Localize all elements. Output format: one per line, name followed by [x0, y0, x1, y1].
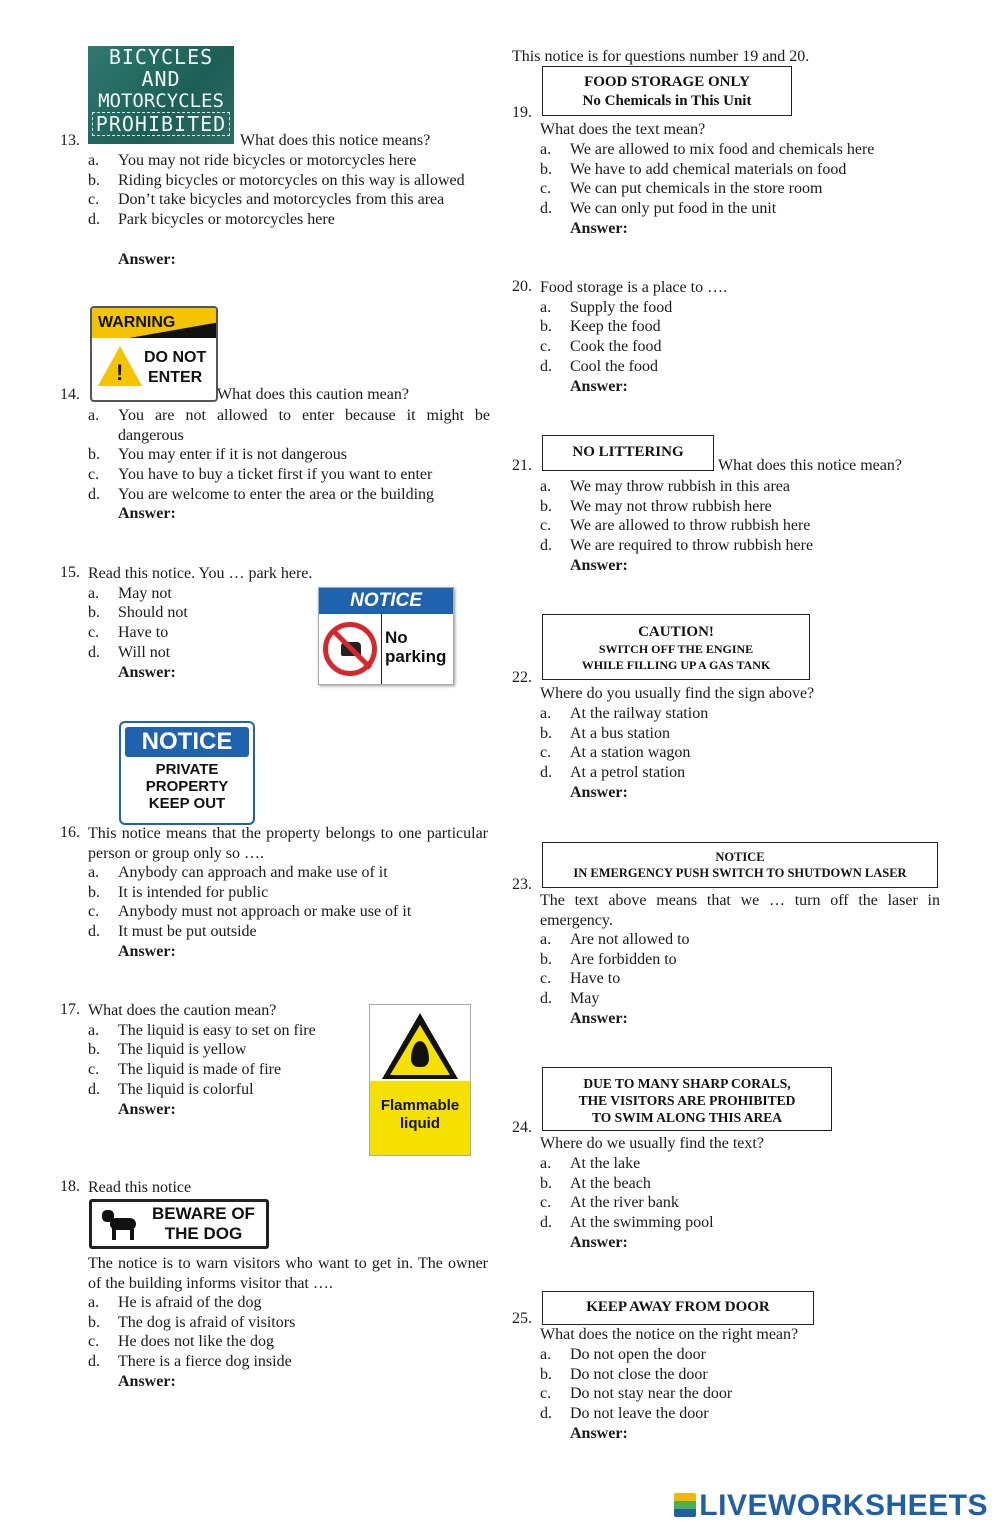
keep-away-door-sign: KEEP AWAY FROM DOOR: [542, 1291, 814, 1325]
question-number: 14.: [60, 386, 80, 403]
sharp-corals-sign: DUE TO MANY SHARP CORALS, THE VISITORS ARE PROHIBITED TO SWIM ALONG THIS AREA: [542, 1067, 832, 1131]
option-c[interactable]: c. At the river bank: [540, 1194, 679, 1212]
option-c[interactable]: c. Do not stay near the door: [540, 1385, 733, 1403]
intro-text: This notice is for questions number 19 and 20.: [512, 48, 810, 65]
option-b[interactable]: b. It is intended for public: [88, 883, 269, 901]
logo-blocks-icon: [674, 1493, 696, 1517]
answer-label: Answer:: [118, 1373, 176, 1390]
sign-line: MOTORCYCLES: [98, 90, 224, 112]
notice-header: NOTICE: [319, 588, 453, 614]
option-c[interactable]: c. You have to buy a ticket first if you want to enter: [88, 466, 433, 484]
question-number: 13.: [60, 132, 80, 149]
question-number: 24.: [512, 1119, 532, 1136]
options-list: [88, 863, 490, 942]
question-text: What does this caution mean?: [217, 386, 409, 403]
option-c[interactable]: c. We are allowed to throw rubbish here: [540, 517, 811, 535]
option-a[interactable]: a. Anybody can approach and make use of it: [88, 864, 388, 881]
option-b[interactable]: b. The dog is afraid of visitors: [88, 1313, 296, 1331]
question-text: Food storage is a place to ….: [540, 279, 728, 296]
option-a[interactable]: a. You may not ride bicycles or motorcycles here: [88, 152, 417, 169]
options-list: [88, 151, 490, 230]
bicycles-prohibited-sign: [88, 46, 234, 144]
option-d[interactable]: d. We are required to throw rubbish here: [540, 537, 814, 555]
answer-label: Answer:: [118, 943, 176, 960]
option-a[interactable]: a. You are not allowed to enter because it might be dangerous: [88, 407, 490, 444]
option-a[interactable]: a. We are allowed to mix food and chemicals here: [540, 141, 875, 158]
option-b[interactable]: b. Keep the food: [540, 318, 661, 336]
option-d[interactable]: d. Will not: [88, 643, 171, 661]
option-a[interactable]: a. Supply the food: [540, 298, 673, 316]
answer-label: Answer:: [570, 377, 628, 395]
option-a[interactable]: a. The liquid is easy to set on fire: [88, 1021, 316, 1039]
answer-label: Answer:: [570, 557, 628, 574]
option-c[interactable]: c. Don’t take bicycles and motorcycles from this area: [88, 191, 445, 209]
question-text: What does the notice on the right mean?: [540, 1326, 799, 1343]
option-c[interactable]: c. The liquid is made of fire: [88, 1061, 282, 1079]
dog-icon: [100, 1208, 142, 1240]
options-list: [88, 1293, 490, 1372]
sign-line: AND: [141, 67, 181, 91]
answer-label: Answer:: [118, 505, 176, 522]
option-a[interactable]: a. Do not open the door: [540, 1346, 706, 1363]
options-list: [88, 584, 288, 663]
question-text: What does the caution mean?: [88, 1002, 277, 1019]
food-storage-sign: FOOD STORAGE ONLY No Chemicals in This Unit: [542, 66, 792, 116]
answer-label: Answer:: [118, 1100, 176, 1118]
exclamation-icon: !: [116, 360, 124, 385]
option-b[interactable]: b. We have to add chemical materials on food: [540, 160, 847, 178]
option-c[interactable]: c. He does not like the dog: [88, 1333, 274, 1351]
option-b[interactable]: b. At the beach: [540, 1174, 651, 1192]
option-b[interactable]: b. You may enter if it is not dangerous: [88, 446, 348, 464]
liveworksheets-logo[interactable]: [674, 1489, 988, 1523]
option-a[interactable]: a. He is afraid of the dog: [88, 1294, 262, 1311]
option-d[interactable]: d. We can only put food in the unit: [540, 200, 777, 218]
answer-label: Answer:: [118, 251, 176, 268]
answer-label: Answer:: [570, 220, 628, 237]
no-parking-sign: [318, 587, 454, 685]
option-c[interactable]: c. Cook the food: [540, 338, 662, 356]
option-b[interactable]: b. Are forbidden to: [540, 950, 677, 968]
option-d[interactable]: d. May: [540, 990, 600, 1008]
option-d[interactable]: d. There is a fierce dog inside: [88, 1353, 292, 1371]
options-list: [88, 406, 490, 505]
sign-line: BICYCLES: [108, 46, 214, 69]
caution-engine-sign: CAUTION! SWITCH OFF THE ENGINE WHILE FILLING UP A GAS TANK: [542, 614, 810, 680]
option-a[interactable]: a. We may throw rubbish in this area: [540, 478, 790, 495]
question-text: Where do you usually find the sign above?: [540, 685, 815, 702]
flammable-text: Flammable liquid: [370, 1081, 470, 1155]
option-c[interactable]: c. At a station wagon: [540, 744, 691, 762]
options-list: [540, 298, 942, 377]
notice-header: NOTICE: [125, 727, 249, 757]
option-d[interactable]: d. Do not leave the door: [540, 1405, 709, 1423]
question-number: 23.: [512, 876, 532, 893]
question-17: [60, 1001, 490, 1132]
options-list: [540, 704, 942, 783]
question-15: [60, 564, 490, 682]
option-a[interactable]: a. May not: [88, 584, 172, 602]
flammable-liquid-sign: [369, 1004, 471, 1156]
question-number: 22.: [512, 669, 532, 686]
answer-label: Answer:: [118, 663, 176, 681]
option-d[interactable]: d. It must be put outside: [88, 923, 257, 941]
question-text: Read this notice. You … park here.: [88, 565, 313, 582]
question-text: The text above means that we … turn off the laser in emergency.: [540, 892, 940, 929]
answer-label: Answer:: [570, 784, 628, 801]
option-b[interactable]: b. We may not throw rubbish here: [540, 497, 772, 515]
question-text: Where do we usually find the text?: [540, 1135, 764, 1152]
answer-label: Answer:: [570, 1425, 628, 1442]
option-b[interactable]: b. Should not: [88, 604, 188, 622]
options-list: [540, 477, 942, 556]
question-text: What does this notice means?: [240, 132, 431, 149]
question-number: 17.: [60, 1001, 80, 1018]
option-d[interactable]: d. At the swimming pool: [540, 1214, 714, 1232]
question-number: 16.: [60, 824, 80, 841]
question-detail: The notice is to warn visitors who want to get in. The owner of the building informs visitor that ….: [88, 1255, 488, 1292]
warning-do-not-enter-sign: [90, 306, 218, 402]
question-number: 19.: [512, 104, 532, 121]
logo-text: LIVEWORKSHEETS: [699, 1489, 988, 1522]
beware-text: BEWARE OF THE DOG: [152, 1204, 255, 1243]
warning-text: DO NOT ENTER: [144, 349, 207, 386]
option-b[interactable]: b. At a bus station: [540, 724, 670, 742]
option-d[interactable]: d. At a petrol station: [540, 764, 686, 782]
option-d[interactable]: d. Park bicycles or motorcycles here: [88, 211, 335, 229]
question-number: 18.: [60, 1178, 80, 1195]
option-c[interactable]: c. Anybody must not approach or make use of it: [88, 903, 412, 921]
warning-banner: WARNING: [92, 308, 216, 338]
option-a[interactable]: a. Are not allowed to: [540, 931, 690, 948]
answer-label: Answer:: [570, 1010, 628, 1027]
no-parking-text: No parking: [385, 628, 447, 666]
options-list: [88, 1021, 348, 1100]
options-list: [540, 1345, 942, 1424]
options-list: [540, 140, 942, 219]
answer-label: Answer:: [570, 1234, 628, 1251]
question-text: What does the text mean?: [540, 121, 706, 138]
question-text: Read this notice: [88, 1179, 192, 1196]
option-b[interactable]: b. Do not close the door: [540, 1365, 708, 1383]
option-a[interactable]: a. At the lake: [540, 1155, 641, 1172]
laser-notice-sign: NOTICE IN EMERGENCY PUSH SWITCH TO SHUTDOWN LASER: [542, 842, 938, 888]
options-list: [540, 1154, 942, 1233]
no-car-icon: [323, 622, 377, 676]
question-text: What does this notice mean?: [718, 457, 902, 474]
sign-line: PROHIBITED: [92, 112, 230, 136]
private-property-sign: [119, 721, 255, 825]
question-20: [512, 278, 942, 396]
option-d[interactable]: d. The liquid is colorful: [88, 1080, 254, 1098]
option-b[interactable]: b. The liquid is yellow: [88, 1041, 247, 1059]
private-property-text: PRIVATE PROPERTY KEEP OUT: [145, 761, 229, 812]
option-a[interactable]: a. At the railway station: [540, 705, 709, 722]
beware-of-dog-sign: [89, 1199, 269, 1249]
question-number: 20.: [512, 278, 532, 295]
question-number: 25.: [512, 1310, 532, 1327]
option-c[interactable]: c. We can put chemicals in the store room: [540, 180, 823, 198]
question-text: This notice means that the property belongs to one particular person or group only so ….: [88, 825, 488, 862]
no-littering-sign: NO LITTERING: [542, 435, 714, 471]
option-b[interactable]: b. Riding bicycles or motorcycles on this way is allowed: [88, 171, 465, 189]
question-number: 21.: [512, 457, 532, 474]
question-18: [60, 1178, 490, 1390]
option-c[interactable]: c. Have to: [540, 970, 621, 988]
option-c[interactable]: c. Have to: [88, 624, 169, 642]
question-number: 15.: [60, 564, 80, 581]
option-d[interactable]: d. You are welcome to enter the area or the building: [88, 485, 435, 503]
option-d[interactable]: d. Cool the food: [540, 357, 658, 375]
options-list: [540, 930, 942, 1009]
